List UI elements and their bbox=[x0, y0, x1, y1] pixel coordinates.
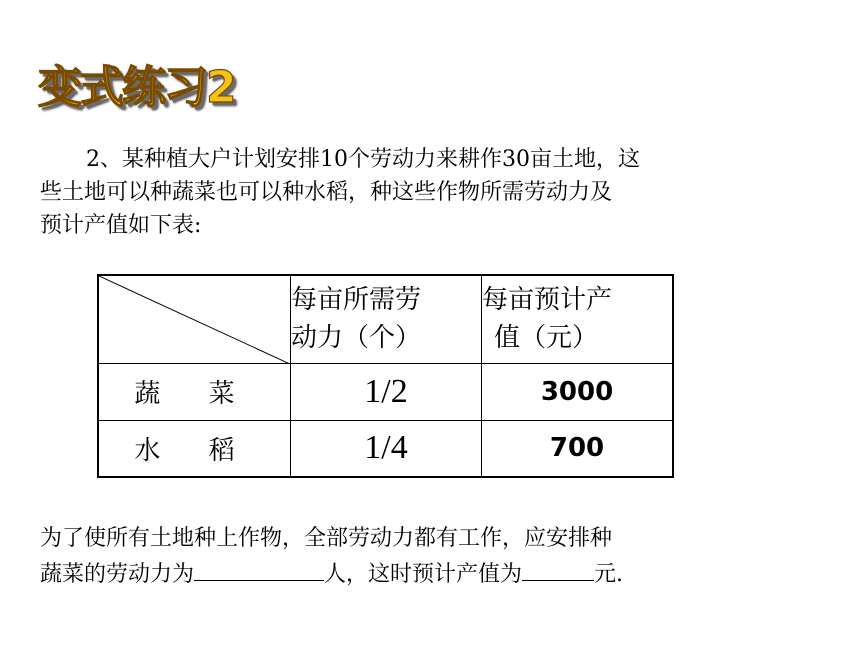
problem-line-2: 些土地可以种蔬菜也可以种水稻，种这些作物所需劳动力及 bbox=[40, 180, 613, 205]
question-text-c: 元. bbox=[594, 562, 624, 587]
answer-blank-value[interactable] bbox=[522, 556, 594, 581]
header-labor bbox=[291, 275, 482, 363]
diagonal-line bbox=[99, 276, 290, 364]
cell-value-rice: 700 bbox=[482, 420, 674, 477]
cell-labor-rice: 1/4 bbox=[291, 420, 482, 477]
problem-statement bbox=[40, 143, 800, 242]
cell-value-vegetables: 3000 bbox=[482, 363, 674, 420]
header-value bbox=[482, 275, 674, 363]
diagonal-header-cell bbox=[98, 275, 291, 363]
header-value-line-2: 值（元） bbox=[494, 323, 599, 354]
row-label-vegetables: 蔬 菜 bbox=[98, 363, 291, 420]
cell-labor-vegetables: 1/2 bbox=[291, 363, 482, 420]
crop-table bbox=[97, 274, 674, 478]
table-row bbox=[98, 363, 673, 420]
table-header-row bbox=[98, 275, 673, 363]
slide-title: 变式练习2 bbox=[38, 62, 235, 113]
problem-line-3: 预计产值如下表: bbox=[40, 213, 202, 238]
question-text-a: 蔬菜的劳动力为 bbox=[40, 562, 195, 587]
question-line-2 bbox=[40, 556, 820, 592]
header-labor-line-1: 每亩所需劳 bbox=[291, 285, 422, 316]
row-label-rice: 水 稻 bbox=[98, 420, 291, 477]
question-line-1: 为了使所有土地种上作物，全部劳动力都有工作，应安排种 bbox=[40, 526, 613, 551]
question bbox=[40, 522, 820, 592]
header-value-line-1: 每亩预计产 bbox=[482, 285, 613, 316]
question-text-b: 人，这时预计产值为 bbox=[324, 562, 523, 587]
answer-blank-labor[interactable] bbox=[194, 556, 324, 581]
table-row bbox=[98, 420, 673, 477]
problem-line-1: 2、某种植大户计划安排10个劳动力来耕作30亩土地，这 bbox=[86, 147, 640, 172]
header-labor-line-2: 动力（个） bbox=[291, 323, 422, 354]
